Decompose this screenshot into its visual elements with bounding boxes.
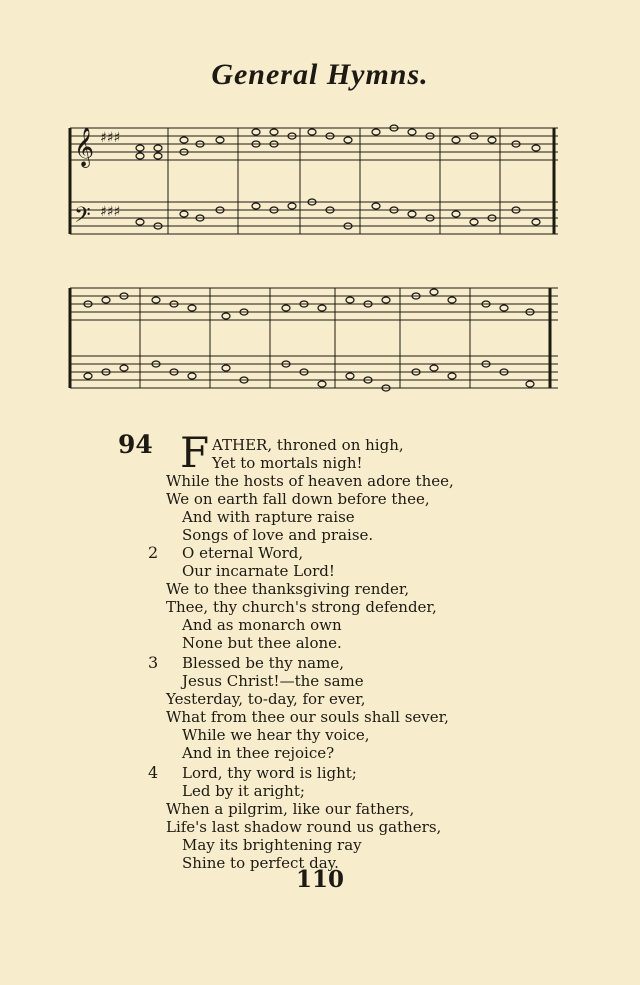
stanza-line: And in thee rejoice?: [182, 744, 335, 762]
music-score-system-1: [60, 110, 565, 270]
svg-text:♯♯♯: ♯♯♯: [100, 130, 121, 146]
stanza-line: While the hosts of heaven adore thee,: [166, 472, 454, 490]
svg-text:𝄢: 𝄢: [74, 203, 91, 233]
stanza-line: When a pilgrim, like our fathers,: [166, 800, 415, 818]
stanza-line: ATHER, throned on high,: [212, 436, 404, 454]
page-header-title: General Hymns.: [211, 58, 429, 91]
stanza-line: Blessed be thy name,: [182, 654, 344, 672]
stanza-line: Songs of love and praise.: [182, 526, 374, 544]
stanza-line: Jesus Christ!—the same: [182, 672, 364, 690]
stanza-line: Thee, thy church's strong defender,: [166, 598, 437, 616]
stanza-line: Yet to mortals nigh!: [212, 454, 363, 472]
stanza-line: Lord, thy word is light;: [182, 764, 357, 782]
stanza-number: 4: [148, 763, 159, 782]
stanza-number: 2: [148, 543, 159, 562]
drop-cap: F: [180, 428, 210, 477]
stanza-line: None but thee alone.: [182, 634, 342, 652]
stanza-line: And as monarch own: [182, 616, 342, 634]
svg-text:𝄞: 𝄞: [74, 127, 95, 167]
stanza-line: While we hear thy voice,: [182, 726, 370, 744]
music-score-system-2: [60, 278, 565, 408]
svg-text:♯♯♯: ♯♯♯: [100, 204, 121, 220]
stanza-2: [166, 544, 496, 652]
stanza-3: [166, 654, 496, 762]
stanza-number: 3: [148, 653, 159, 672]
hymn-number: 94: [118, 430, 153, 459]
stanza-line: O eternal Word,: [182, 544, 304, 562]
stanza-line: Our incarnate Lord!: [182, 562, 335, 580]
stanza-line: Led by it aright;: [182, 782, 305, 800]
stanza-line: And with rapture raise: [182, 508, 355, 526]
stanza-4: [166, 764, 496, 872]
stanza-line: May its brightening ray: [182, 836, 362, 854]
stanza-line: Shine to perfect day.: [182, 854, 339, 872]
page-number: 110: [295, 866, 344, 893]
stanza-line: What from thee our souls shall sever,: [166, 708, 449, 726]
stanza-1: [166, 428, 496, 544]
stanza-line: Yesterday, to-day, for ever,: [166, 690, 366, 708]
stanza-line: We to thee thanksgiving render,: [166, 580, 410, 598]
stanza-line: Life's last shadow round us gathers,: [166, 818, 442, 836]
stanza-line: We on earth fall down before thee,: [166, 490, 430, 508]
